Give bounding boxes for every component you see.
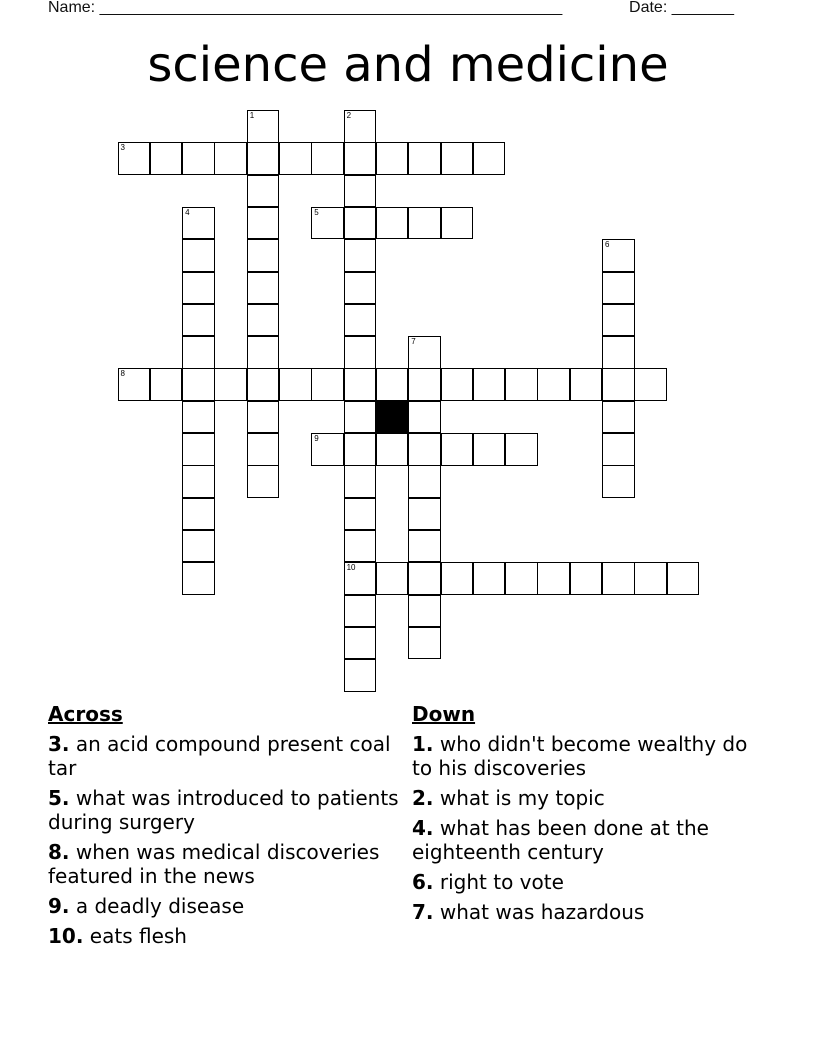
grid-cell[interactable]: [634, 562, 667, 595]
grid-cell[interactable]: [247, 368, 280, 401]
grid-cell[interactable]: [408, 530, 441, 563]
grid-cell[interactable]: [408, 562, 441, 595]
clue-across-10: 10. eats flesh: [48, 924, 187, 948]
grid-cell[interactable]: [279, 142, 312, 175]
date-label[interactable]: Date: _______: [629, 0, 735, 16]
grid-cell[interactable]: [344, 659, 377, 692]
clue-number: 5: [314, 207, 319, 217]
grid-cell[interactable]: [344, 562, 377, 595]
grid-cell[interactable]: [344, 336, 377, 369]
clue-number: 2: [346, 111, 352, 120]
grid-cell[interactable]: [344, 433, 377, 466]
grid-cell[interactable]: [344, 368, 377, 401]
grid-cell[interactable]: [570, 368, 603, 401]
grid-cell[interactable]: [311, 207, 344, 240]
grid-cell[interactable]: [247, 433, 280, 466]
grid-cell[interactable]: [247, 336, 280, 369]
grid-cell[interactable]: [118, 368, 151, 401]
clue-number: 9: [314, 434, 319, 443]
grid-cell[interactable]: [182, 304, 215, 337]
clue-down-1: 1. who didn't become wealthy do to his discoveries: [412, 732, 748, 780]
grid-cell[interactable]: [667, 562, 700, 595]
grid-cell[interactable]: [344, 304, 377, 337]
grid-cell[interactable]: [602, 433, 635, 466]
grid-cell[interactable]: [441, 562, 474, 595]
grid-cell[interactable]: [182, 562, 215, 595]
grid-cell[interactable]: [311, 368, 344, 401]
grid-cell[interactable]: [344, 595, 377, 628]
clue-number: 8: [120, 369, 125, 379]
grid-cell[interactable]: [602, 368, 635, 401]
grid-cell[interactable]: [311, 142, 344, 175]
grid-cell[interactable]: [408, 336, 441, 369]
clue-across-3: 3. an acid compound present coal tar: [48, 732, 391, 780]
grid-cell[interactable]: [279, 368, 312, 401]
grid-cell[interactable]: [473, 433, 506, 466]
name-line[interactable]: ____________________________________________________: [99, 0, 563, 16]
grid-cell[interactable]: [344, 401, 377, 434]
clue-down-7: 7. what was hazardous: [412, 900, 645, 924]
clue-number: 6: [605, 240, 610, 250]
grid-cell[interactable]: [473, 562, 506, 595]
grid-cell[interactable]: [344, 239, 377, 272]
grid-cell[interactable]: [408, 498, 441, 531]
grid-cell[interactable]: [344, 465, 377, 498]
grid-cell[interactable]: [537, 368, 570, 401]
grid-cell[interactable]: [247, 175, 280, 208]
grid-cell[interactable]: [118, 142, 151, 175]
grid-cell[interactable]: [247, 110, 280, 143]
grid-cell[interactable]: [182, 530, 215, 563]
grid-cell[interactable]: [408, 595, 441, 628]
grid-cell[interactable]: [570, 562, 603, 595]
grid-cell[interactable]: [376, 433, 409, 466]
grid-cell[interactable]: [505, 433, 538, 466]
grid-cell[interactable]: [182, 401, 215, 434]
clue-down-6: 6. right to vote: [412, 870, 564, 894]
clue-down-4: 4. what has been done at the eighteenth century: [412, 816, 709, 864]
grid-cell[interactable]: [247, 401, 280, 434]
grid-cell[interactable]: [602, 336, 635, 369]
grid-cell[interactable]: [602, 401, 635, 434]
grid-cell[interactable]: [441, 142, 474, 175]
grid-cell[interactable]: [344, 175, 377, 208]
grid-cell[interactable]: [182, 465, 215, 498]
clue-number: 4: [185, 207, 190, 217]
grid-cell[interactable]: [602, 239, 635, 272]
grid-cell[interactable]: [182, 498, 215, 531]
grid-cell[interactable]: [182, 207, 215, 240]
grid-cell[interactable]: [182, 368, 215, 401]
grid-cell[interactable]: [505, 368, 538, 401]
grid-cell[interactable]: [408, 142, 441, 175]
grid-cell[interactable]: [473, 142, 506, 175]
grid-cell[interactable]: [602, 465, 635, 498]
grid-cell[interactable]: [214, 368, 247, 401]
grid-cell[interactable]: [344, 272, 377, 305]
grid-cell[interactable]: [247, 304, 280, 337]
grid-cell[interactable]: [376, 562, 409, 595]
grid-cell[interactable]: [150, 368, 183, 401]
clue-across-8: 8. when was medical discoveries featured in the news: [48, 840, 380, 888]
grid-cell[interactable]: [247, 465, 280, 498]
grid-cell[interactable]: [408, 627, 441, 660]
grid-cell[interactable]: [247, 272, 280, 305]
grid-cell[interactable]: [408, 401, 441, 434]
down-heading: Down: [412, 702, 476, 726]
grid-cell[interactable]: [376, 368, 409, 401]
clue-number: 10: [346, 563, 356, 573]
grid-cell[interactable]: [182, 239, 215, 272]
across-clues: [48, 702, 408, 954]
block-cell: [376, 401, 409, 434]
clue-number: 7: [411, 337, 416, 347]
grid-cell[interactable]: [182, 142, 215, 175]
grid-cell[interactable]: [408, 433, 441, 466]
grid-cell[interactable]: [441, 433, 474, 466]
grid-cell[interactable]: [182, 272, 215, 305]
grid-cell[interactable]: [150, 142, 183, 175]
grid-cell[interactable]: [344, 207, 377, 240]
grid-cell[interactable]: [537, 562, 570, 595]
page-title: science and medicine: [147, 37, 669, 93]
grid-cell[interactable]: [344, 498, 377, 531]
grid-cell[interactable]: [344, 627, 377, 660]
grid-cell[interactable]: [344, 530, 377, 563]
grid-cell[interactable]: [311, 433, 344, 466]
down-clues: [412, 702, 772, 930]
grid-cell[interactable]: [344, 110, 377, 143]
grid-cell[interactable]: [408, 207, 441, 240]
grid-cell[interactable]: [473, 368, 506, 401]
grid-cell[interactable]: [441, 368, 474, 401]
clue-across-9: 9. a deadly disease: [48, 894, 245, 918]
grid-cell[interactable]: [602, 272, 635, 305]
name-label: Name:: [48, 0, 100, 16]
grid-cell[interactable]: [634, 368, 667, 401]
grid-cell[interactable]: [408, 465, 441, 498]
grid-cell[interactable]: [214, 142, 247, 175]
grid-cell[interactable]: [441, 207, 474, 240]
clue-across-5: 5. what was introduced to patients during surgery: [48, 786, 399, 834]
clue-down-2: 2. what is my topic: [412, 786, 605, 810]
grid-cell[interactable]: [376, 142, 409, 175]
grid-cell[interactable]: [376, 207, 409, 240]
grid-cell[interactable]: [247, 239, 280, 272]
grid-cell[interactable]: [344, 142, 377, 175]
grid-cell[interactable]: [602, 562, 635, 595]
clue-number: 1: [249, 111, 255, 120]
grid-cell[interactable]: [505, 562, 538, 595]
grid-cell[interactable]: [182, 336, 215, 369]
grid-cell[interactable]: [408, 368, 441, 401]
across-heading: Across: [48, 702, 123, 726]
clue-number: 3: [120, 143, 125, 153]
grid-cell[interactable]: [182, 433, 215, 466]
grid-cell[interactable]: [602, 304, 635, 337]
grid-cell[interactable]: [247, 142, 280, 175]
grid-cell[interactable]: [247, 207, 280, 240]
